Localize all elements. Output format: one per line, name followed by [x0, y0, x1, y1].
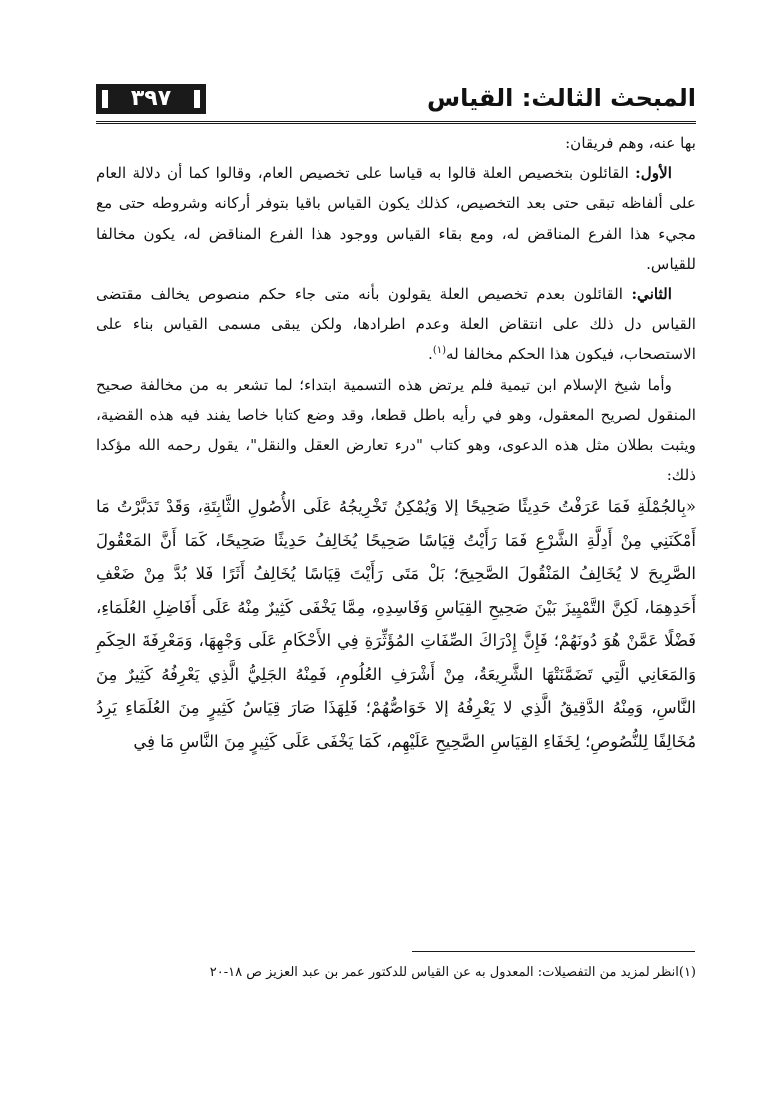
second-group-paragraph [96, 279, 696, 370]
intro-text: بها عنه، وهم فريقان: [565, 134, 696, 152]
first-group-paragraph [96, 158, 696, 279]
page-number: ٣٩٧ [96, 84, 206, 114]
footnote-reference: (١) [432, 345, 447, 357]
page-header [96, 80, 696, 120]
intro-line [96, 128, 696, 158]
quote-text: «بِالجُمْلَةِ فَمَا عَرَفْتُ حَدِيثًا صَحِيحًا إلا وَيُمْكِنُ تَخْرِيجُهُ عَلَى الأُصُولِ الثَّابِتَةِ، وَقَدْ تَدَبَّرْتُ مَا أَمْكَنَنِي مِنْ أَدِلَّةِ الشَّرْعِ فَمَا رَأَيْتُ قِيَاسًا صَحِيحًا يُخَالِفُ حَدِيثًا صَحِيحًا، كَمَا أَنَّ المَعْقُولَ الصَّرِيحَ لا يُخَالِفُ المَنْقُولَ الصَّحِيحَ؛ بَلْ مَتَى رَأَيْتَ قِيَاسًا يُخَالِفُ أَثَرًا فَلا بُدَّ مِنْ ضَعْفِ أَحَدِهِمَا، لَكِنَّ التَّمْيِيزَ بَيْنَ صَحِيحِ القِيَاسِ وَفَاسِدِهِ، مِمَّا يَخْفَى كَثِيرٌ مِنْهُ عَلَى أَفَاضِلِ العُلَمَاءِ، فَضْلًا عَمَّنْ هُوَ دُونَهُمْ؛ فَإِنَّ إِدْرَاكَ الصِّفَاتِ المُؤَثِّرَةِ فِي الأَحْكَامِ عَلَى وَجْهِهَا، وَمَعْرِفَةَ الحِكَمِ وَالمَعَانِي الَّتِي تَضَمَّنَتْهَا الشَّرِيعَةُ، مِنْ أَشْرَفِ العُلُومِ، فَمِنْهُ الجَلِيُّ الَّذِي يَعْرِفُهُ كَثِيرٌ مِنَ النَّاسِ، وَمِنْهُ الدَّقِيقُ الَّذِي لا يَعْرِفُهُ إلا خَوَاصُّهُمْ؛ فَلِهَذَا صَارَ قِيَاسُ كَثِيرٍ مِنَ العُلَمَاءِ يَرِدُ مُخَالِفًا لِلنُّصُوصِ؛ لِخَفَاءِ القِيَاسِ الصَّحِيحِ عَلَيْهِم، كَمَا يَخْفَى عَلَى كَثِيرٍ مِنَ النَّاسِ مَا فِي [96, 497, 696, 751]
ibn-taymiyya-paragraph [96, 370, 696, 491]
footnote-text: (١)انظر لمزيد من التفصيلات: المعدول به عن القياس للدكتور عمر بن عبد العزيز ص ١٨-٢٠ [209, 965, 696, 980]
second-group-text: القائلون بعدم تخصيص العلة يقولون بأنه متى جاء حكم منصوص يخالف مقتضى القياس دل ذلك على انتقاض العلة وعدم اطرادها، ولكن يبقى مسمى القياس بناء على الاستصحاب، فيكون هذا الحكم مخالفا له [96, 285, 696, 364]
second-group-label: الثاني: [631, 285, 672, 304]
footnote-separator [412, 951, 695, 952]
header-rule [96, 121, 696, 124]
running-head: المبحث الثالث: القياس [426, 84, 696, 112]
first-group-text: القائلون بتخصيص العلة قالوا به قياسا على تخصيص العام، وقالوا كما أن دلالة العام على ألفاظه تبقى حتى بعد التخصيص، كذلك يكون القياس باقيا بتوفر أركانه وشروطه حتى مع مجيء هذا الفرع المناقض له، ومع بقاء القياس ووجود هذا الفرع المناقض له، يكون مخالفا للقياس. [96, 164, 696, 273]
ibn-taymiyya-text: وأما شيخ الإسلام ابن تيمية فلم يرتض هذه التسمية ابتداء؛ لما تشعر به من مخالفة صحيح المنقول لصريح المعقول، وهو في رأيه باطل قطعا، وقد وضع كتابا خاصا يفند فيه هذه القضية، ويثبت بطلان مثل هذه الدعوى، وهو كتاب "درء تعارض العقل والنقل"، يقول رحمه الله مؤكدا ذلك: [96, 375, 696, 485]
ibn-taymiyya-quote [96, 490, 696, 758]
footnote [96, 962, 696, 984]
main-text [96, 128, 696, 758]
second-group-end: . [428, 345, 433, 364]
first-group-label: الأول: [635, 164, 672, 183]
